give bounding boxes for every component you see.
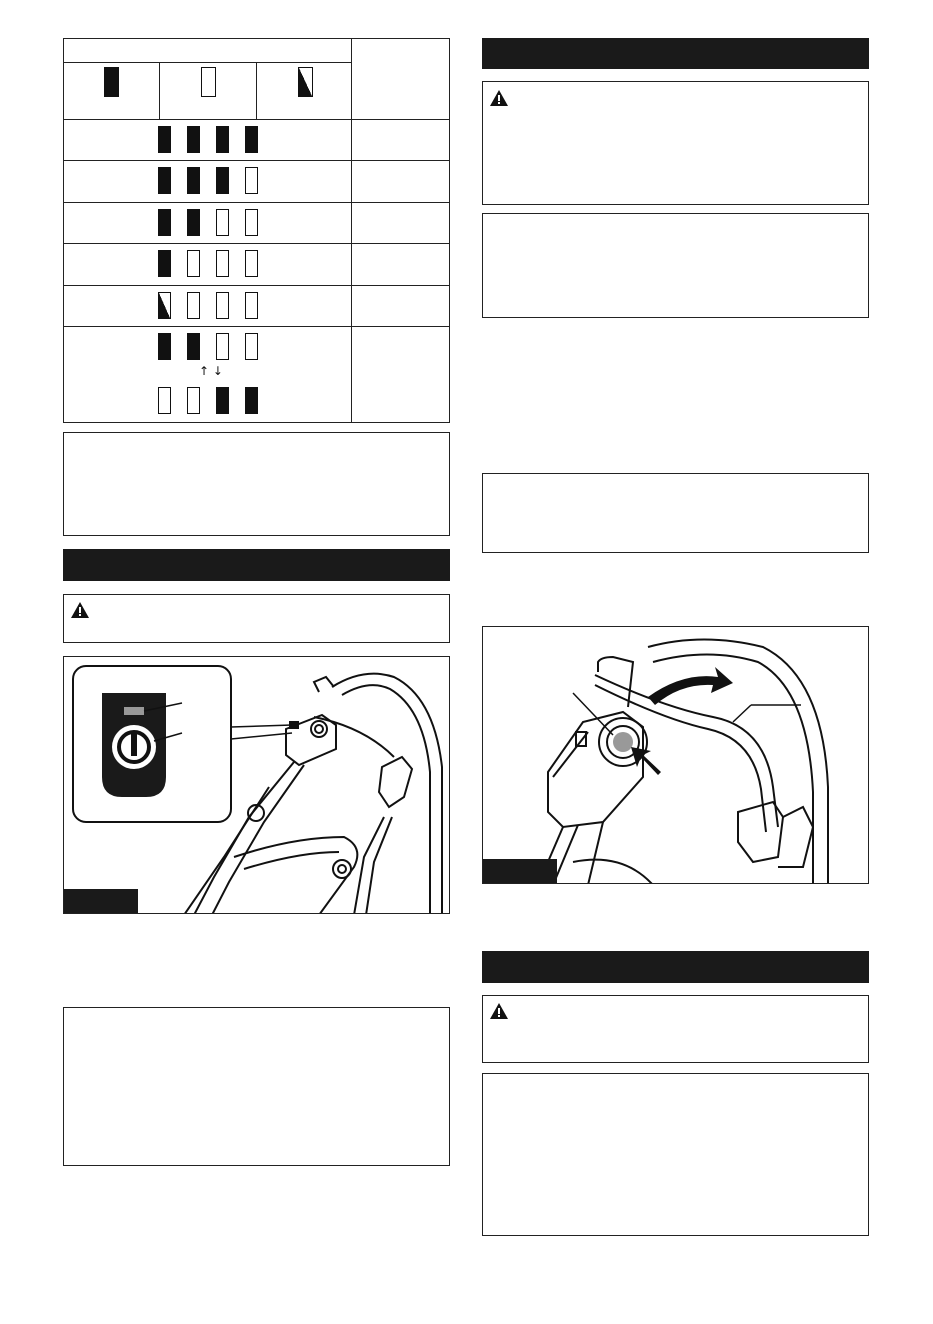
indicator-lamp-cell [158,333,171,360]
note-box [482,473,869,553]
indicator-lamp-cell [216,387,229,414]
indicator-lamp-cell [187,333,200,360]
indicator-lamp [124,707,144,715]
table-divider [159,62,160,120]
indicator-lamp-cell [245,387,258,414]
indicator-lamp-cell [158,167,171,194]
indicator-lamp-cell [187,167,200,194]
warning-triangle-icon [489,89,509,107]
alternating-arrows: ↑ ↓ [199,364,223,378]
section-heading-bar [63,549,450,581]
table-divider [256,62,257,120]
indicator-lamp-cell [158,126,171,153]
indicator-lamp-cell [245,292,258,319]
indicator-lamp-cell [216,126,229,153]
indicator-lamp-cell [158,292,171,319]
figure-number-tag [483,859,557,884]
indicator-lamp-cell [187,292,200,319]
switch-detail-inset [72,665,232,823]
lock-off-illustration [483,627,869,884]
indicator-lamp-cell [245,333,258,360]
indicator-lamp-cell [216,250,229,277]
indicator-lamp-cell [187,387,200,414]
blinking-lamp-icon [298,67,313,97]
note-box [63,1007,450,1166]
warning-triangle-icon [489,1002,509,1020]
off-lamp-icon [201,67,216,97]
indicator-lamp-cell [245,209,258,236]
note-box [482,1073,869,1236]
indicator-lamp-cell [216,167,229,194]
warning-box [482,81,869,205]
indicator-lamp-cell [187,209,200,236]
figure-main-switch [63,656,450,914]
table-divider [63,326,450,327]
lit-lamp-icon [104,67,119,97]
indicator-lamp-cell [245,250,258,277]
warning-box [482,995,869,1063]
indicator-lamp-cell [216,333,229,360]
indicator-lamp-cell [158,250,171,277]
indicator-lamp-cell [187,126,200,153]
warning-box [63,594,450,643]
note-box [63,432,450,536]
note-box [482,213,869,318]
indicator-lamp-cell [158,387,171,414]
table-divider [63,160,450,161]
indicator-lamp-cell [245,126,258,153]
indicator-lamp-cell [245,167,258,194]
table-divider [63,119,450,120]
figure-handle-lock [482,626,869,884]
switch-panel-illustration [74,667,234,825]
table-divider [63,243,450,244]
section-heading-bar [482,38,869,69]
indicator-lamp-cell [216,292,229,319]
figure-number-tag [64,889,138,914]
indicator-lamp-cell [187,250,200,277]
indicator-lamp-cell [158,209,171,236]
warning-triangle-icon [70,601,90,619]
section-heading-bar [482,951,869,983]
table-divider [63,285,450,286]
table-divider [351,38,352,423]
indicator-lamp-cell [216,209,229,236]
table-divider [63,62,351,63]
table-divider [63,202,450,203]
